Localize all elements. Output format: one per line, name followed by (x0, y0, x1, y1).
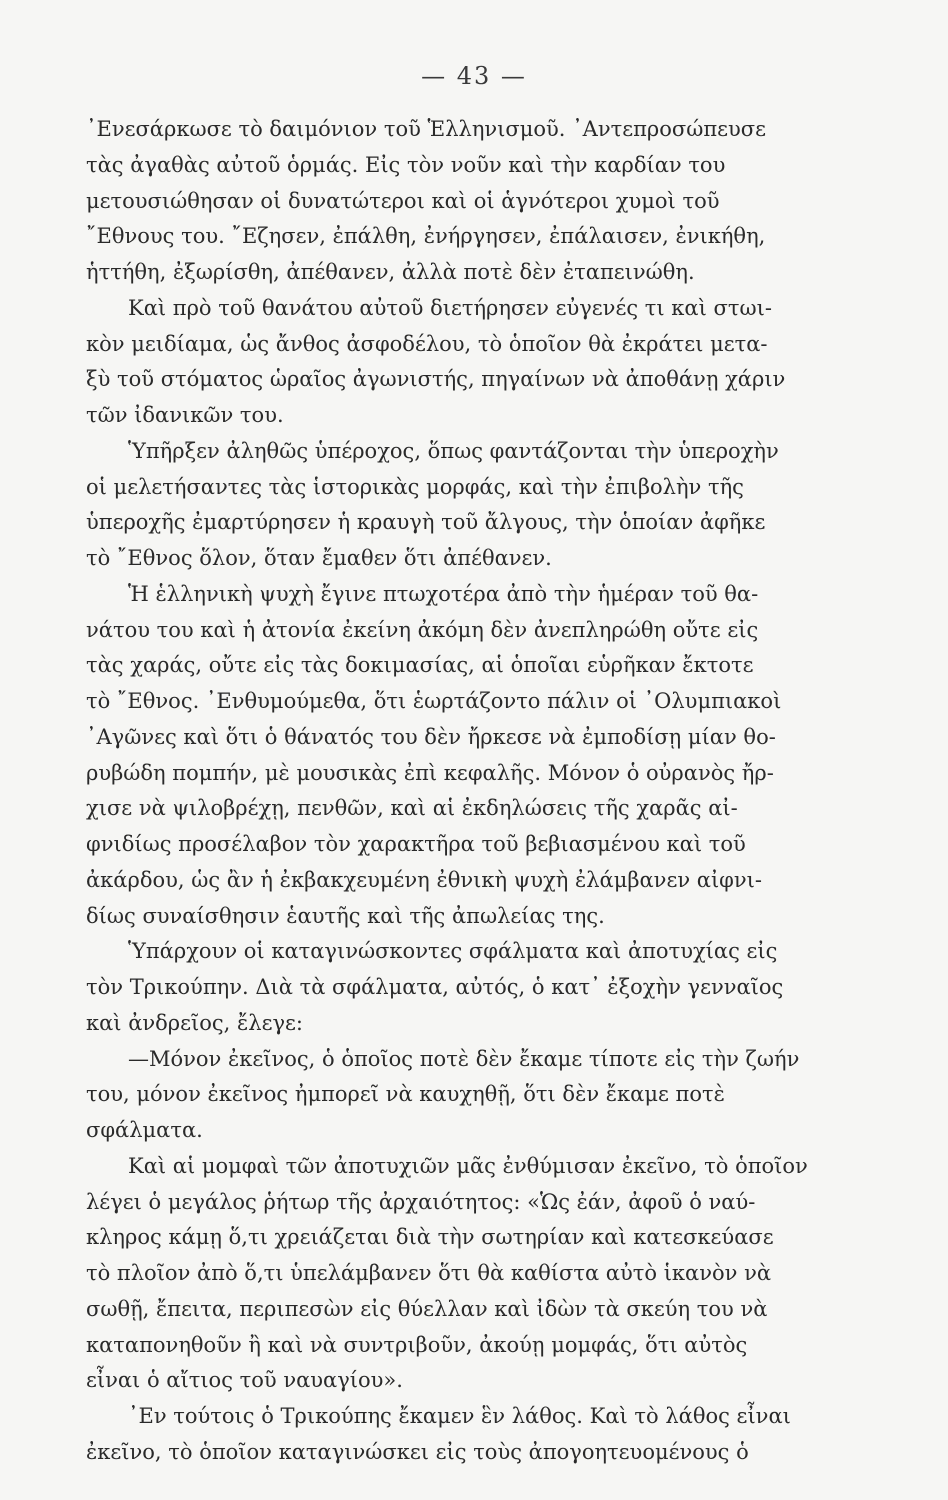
text-line: κληρος κάμῃ ὅ,τι χρειάζεται διὰ τὴν σωτηρίαν καὶ κατεσκεύασε (86, 1225, 774, 1250)
text-line: οἱ μελετήσαντες τὰς ἱστορικὰς μορφάς, καὶ τὴν ἐπιβολὴν τῆς (86, 474, 744, 499)
text-line: ἀκάρδου, ὡς ἂν ἡ ἐκβακχευμένη ἐθνικὴ ψυχὴ ἐλάμβανεν αἰφνι- (86, 867, 762, 892)
text-line: ᾿Εν τούτοις ὁ Τρικούπης ἔκαμεν ἓν λάθος. Καὶ τὸ λάθος εἶναι (128, 1404, 791, 1428)
text-line: κὸν μειδίαμα, ὡς ἄνθος ἀσφοδέλου, τὸ ὁποῖον θὰ ἐκράτει μετα- (86, 331, 768, 356)
text-line: εἶναι ὁ αἴτιος τοῦ ναυαγίου». (86, 1368, 403, 1393)
text-line: φνιδίως προσέλαβον τὸν χαρακτῆρα τοῦ βεβιασμένου καὶ τοῦ (86, 832, 746, 856)
text-line: νάτου του καὶ ἡ ἀτονία ἐκείνη ἀκόμη δὲν ἀνεπληρώθη οὔτε εἰς (86, 617, 759, 642)
text-line: χισε νὰ ψιλοβρέχῃ, πενθῶν, καὶ αἱ ἐκδηλώσεις τῆς χαρᾶς αἰ- (86, 796, 738, 821)
text-line: ῎Εθνους του. ῎Εζησεν, ἐπάλθη, ἐνήργησεν, ἐπάλαισεν, ἐνικήθη, (86, 224, 766, 249)
text-line: ᾿Ενεσάρκωσε τὸ δαιμόνιον τοῦ Ἑλληνισμοῦ. ᾿Αντεπροσώπευσε (86, 117, 766, 141)
text-line: ἡττήθη, ἐξωρίσθη, ἀπέθανεν, ἀλλὰ ποτὲ δὲν ἐταπεινώθη. (86, 260, 695, 284)
text-line: του, μόνον ἐκεῖνος ἠμπορεῖ νὰ καυχηθῇ, ὅτι δὲν ἔκαμε ποτὲ (86, 1082, 725, 1107)
text-line: Ἡ ἑλληνικὴ ψυχὴ ἔγινε πτωχοτέρα ἀπὸ τὴν ἡμέραν τοῦ θα- (128, 581, 759, 606)
text-line: σωθῇ, ἔπειτα, περιπεσὼν εἰς θύελλαν καὶ ἰδὼν τὰ σκεύη του νὰ (86, 1296, 768, 1321)
body-text (86, 112, 846, 1471)
text-line: τὰς ἀγαθὰς αὐτοῦ ὁρμάς. Εἰς τὸν νοῦν καὶ τὴν καρδίαν του (86, 152, 726, 177)
text-line: Ὑπῆρξεν ἀληθῶς ὑπέροχος, ὅπως φαντάζονται τὴν ὑπεροχὴν (128, 438, 779, 463)
text-line: Καὶ πρὸ τοῦ θανάτου αὐτοῦ διετήρησεν εὐγενές τι καὶ στωι- (128, 295, 772, 320)
text-line: καὶ ἀνδρεῖος, ἔλεγε: (86, 1010, 303, 1035)
text-line: Καὶ αἱ μομφαὶ τῶν ἀποτυχιῶν μᾶς ἐνθύμισαν ἐκεῖνο, τὸ ὁποῖον (128, 1153, 808, 1178)
text-line: τὸ ῎Εθνος. ᾿Ενθυμούμεθα, ὅτι ἑωρτάζοντο πάλιν οἱ ᾿Ολυμπιακοὶ (86, 689, 782, 713)
text-line: λέγει ὁ μεγάλος ῥήτωρ τῆς ἀρχαιότητος: «Ὡς ἐάν, ἀφοῦ ὁ ναύ- (86, 1189, 756, 1214)
text-line: —Μόνον ἐκεῖνος, ὁ ὁποῖος ποτὲ δὲν ἔκαμε τίποτε εἰς τὴν ζωήν (128, 1046, 800, 1071)
page-number: — 43 — (421, 62, 527, 90)
text-line: τὸ ῎Εθνος ὅλον, ὅταν ἔμαθεν ὅτι ἀπέθανεν. (86, 546, 552, 570)
text-line: δίως συναίσθησιν ἑαυτῆς καὶ τῆς ἀπωλείας της. (86, 903, 605, 928)
text-line: Ὑπάρχουν οἱ καταγινώσκοντες σφάλματα καὶ ἀποτυχίας εἰς (128, 939, 778, 964)
text-line: τὸ πλοῖον ἀπὸ ὅ,τι ὑπελάμβανεν ὅτι θὰ καθίστα αὐτὸ ἱκανὸν νὰ (86, 1261, 772, 1285)
text-line: μετουσιώθησαν οἱ δυνατώτεροι καὶ οἱ ἁγνότεροι χυμοὶ τοῦ (86, 188, 720, 213)
text-line: τὰς χαράς, οὔτε εἰς τὰς δοκιμασίας, αἱ ὁποῖαι εὑρῆκαν ἔκτοτε (86, 653, 754, 678)
text-line: ὑπεροχῆς ἐμαρτύρησεν ἡ κραυγὴ τοῦ ἄλγους, τὴν ὁποίαν ἀφῆκε (86, 510, 766, 535)
text-line: τὸν Τρικούπην. Διὰ τὰ σφάλματα, αὐτός, ὁ κατ᾿ ἐξοχὴν γενναῖος (86, 975, 784, 999)
text-line: ξὺ τοῦ στόματος ὡραῖος ἀγωνιστής, πηγαίνων νὰ ἀποθάνῃ χάριν (86, 367, 786, 392)
text-line: σφάλματα. (86, 1118, 203, 1142)
text-line: ᾿Αγῶνες καὶ ὅτι ὁ θάνατός του δὲν ἤρκεσε νὰ ἐμποδίσῃ μίαν θο- (86, 724, 776, 749)
text-line: ρυβώδη πομπήν, μὲ μουσικὰς ἐπὶ κεφαλῆς. Μόνον ὁ οὐρανὸς ἤρ- (86, 760, 774, 785)
text-line: καταπονηθοῦν ἢ καὶ νὰ συντριβοῦν, ἀκούῃ μομφάς, ὅτι αὐτὸς (86, 1332, 748, 1357)
text-line: ἐκεῖνο, τὸ ὁποῖον καταγινώσκει εἰς τοὺς ἀπογοητευομένους ὁ (86, 1439, 749, 1464)
text-line: τῶν ἰδανικῶν του. (86, 403, 284, 427)
